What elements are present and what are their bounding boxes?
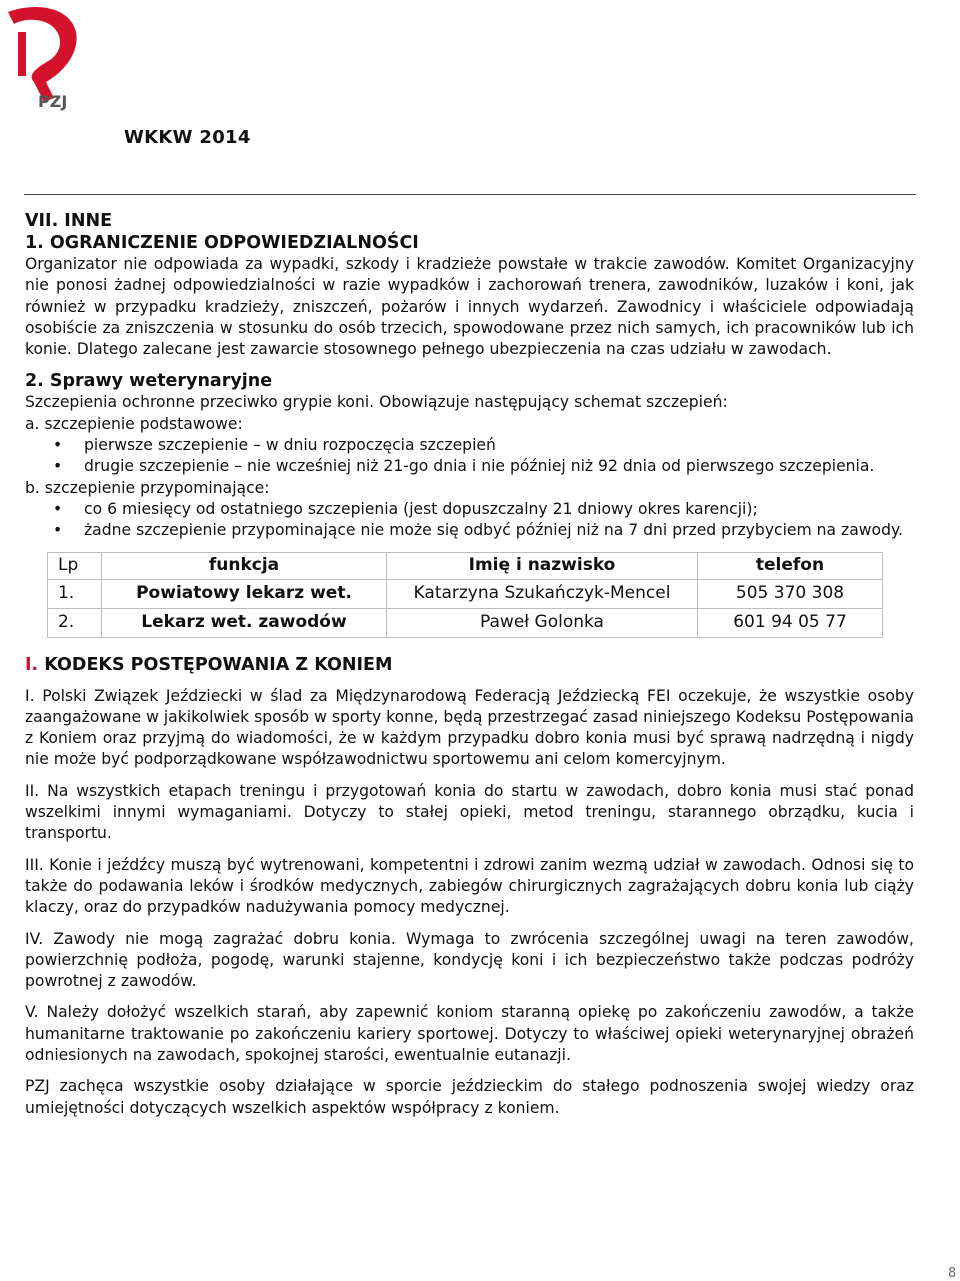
vaccination-intro: Szczepienia ochronne przeciwko grypie koni. Obowiązuje następujący schemat szczepień: — [25, 393, 728, 412]
header-rule — [24, 194, 916, 195]
kodeks-paragraph: IV. Zawody nie mogą zagrażać dobru konia. Wymaga to zwrócenia szczególnej uwagi na teren zawodów, powierzchnię podłoża, pogodę, warunki stajenne, kondycję koni i ich bezpieczeństwo także podczas podróży powrotnej z zawodów. — [25, 929, 914, 991]
document-body — [25, 210, 914, 1119]
kodeks-title-text: KODEKS POSTĘPOWANIA Z KONIEM — [44, 654, 393, 675]
bullet-icon: • — [53, 521, 63, 540]
logo-text: PZJ — [38, 92, 68, 111]
table-cell: 2. — [48, 608, 102, 637]
table-cell: Powiatowy lekarz wet. — [102, 579, 387, 608]
header-cell: funkcja — [102, 552, 387, 579]
booster-vaccination-label: b. szczepienie przypominające: — [25, 478, 270, 497]
kodeks-paragraph: PZJ zachęca wszystkie osoby działające w sporcie jeździeckim do stałego podnoszenia swojej wiedzy oraz umiejętności dotyczących wszelkich aspektów współpracy z koniem. — [25, 1077, 914, 1117]
bullet-icon: • — [53, 436, 63, 455]
kodeks-number: I. — [25, 654, 39, 675]
list-item: • żadne szczepienie przypominające nie może się odbyć później niż na 7 dni przed przybyciem na zawody. — [25, 520, 914, 541]
table-cell: Katarzyna Szukańczyk-Mencel — [387, 579, 698, 608]
vet-contacts-table — [47, 552, 883, 638]
basic-vaccination-label: a. szczepienie podstawowe: — [25, 414, 243, 433]
table-cell: 505 370 308 — [698, 579, 883, 608]
table-row — [48, 579, 883, 608]
table-cell: Lekarz wet. zawodów — [102, 608, 387, 637]
liability-paragraph: Organizator nie odpowiada za wypadki, szkody i kradzieże powstałe w trakcie zawodów. Komitet Organizacyjny nie ponosi żadnej odpowiedzialności w razie wypadków i zachorowań trenera, zawodników, luzaków i koni, jak również w przypadku kradzieży, zniszczeń, pożarów i innych wydarzeń. Zawodnicy i właściciele odpowiadają osobiście za zniszczenia w stosunku do osób trzecich, spowodowane przez nich samych, ich pracowników lub ich konie. Dlatego zalecane jest zawarcie stosownego pełnego ubezpieczenia na czas udziału w zawodach. — [25, 255, 914, 359]
pzj-logo — [4, 2, 82, 112]
bullet-icon: • — [53, 457, 63, 476]
header-title: WKKW 2014 — [124, 127, 251, 148]
list-item: • drugie szczepienie – nie wcześniej niż 21-go dnia i nie później niż 92 dnia od pierwszego szczepienia. — [25, 456, 914, 477]
list-item: • co 6 miesięcy od ostatniego szczepienia (jest dopuszczalny 21 dniowy okres karencji); — [25, 499, 914, 520]
kodeks-paragraph: V. Należy dołożyć wszelkich starań, aby zapewnić koniom staranną opiekę po zakończeniu zawodów, a także humanitarne traktowanie po zakończeniu kariery sportowej. Dotyczy to właściwej opieki weterynaryjnej obrażeń odniesionych na zawodach, spokojnej starości, ewentualnie eutanazji. — [25, 1003, 914, 1065]
kodeks-paragraph: I. Polski Związek Jeździecki w ślad za Międzynarodową Federacją Jeździecką FEI oczekuje, że wszystkie osoby zaangażowane w jakikolwiek sposób w sporty konne, będą przestrzegać zasad niniejszego Kodeksu Postępowania z Koniem oraz przyjmą do wiadomości, że w każdym przypadku dobro konia musi być sprawą nadrzędną i nigdy nie może być podporządkowane współzawodnictwu sportowemu ani celom komercyjnym. — [25, 686, 914, 769]
subsection-1-title: 1. OGRANICZENIE ODPOWIEDZIALNOŚCI — [25, 233, 419, 253]
kodeks-paragraph: III. Konie i jeźdźcy muszą być wytrenowani, kompetentni i zdrowi zanim wezmą udział w zawodach. Odnosi się to także do podawania leków i środków medycznych, zabiegów chirurgicznych zagrażających dobru konia lub ciąży klaczy, oraz do przypadków nadużywania pomocy medycznej. — [25, 855, 914, 917]
section-title: VII. INNE — [25, 211, 113, 231]
list-item: • pierwsze szczepienie – w dniu rozpoczęcia szczepień — [25, 435, 914, 456]
header-cell: Imię i nazwisko — [387, 552, 698, 579]
table-cell: 601 94 05 77 — [698, 608, 883, 637]
kodeks-paragraph: II. Na wszystkich etapach treningu i przygotowań konia do startu w zawodach, dobro konia musi stać ponad wszelkimi innymi wymaganiami. Dotyczy to stałej opieki, metod treningu, starannego obrządku, kucia i transportu. — [25, 781, 914, 843]
table-row — [48, 608, 883, 637]
header-cell: telefon — [698, 552, 883, 579]
basic-vaccination-list — [25, 435, 914, 478]
booster-vaccination-list — [25, 499, 914, 542]
table-cell: 1. — [48, 579, 102, 608]
kodeks-title — [25, 654, 914, 676]
header-cell: Lp — [48, 552, 102, 579]
bullet-icon: • — [53, 499, 63, 518]
table-cell: Paweł Golonka — [387, 608, 698, 637]
table-header-row — [48, 552, 883, 579]
subsection-2-title: 2. Sprawy weterynaryjne — [25, 371, 273, 392]
page-number: 8 — [948, 1266, 957, 1281]
